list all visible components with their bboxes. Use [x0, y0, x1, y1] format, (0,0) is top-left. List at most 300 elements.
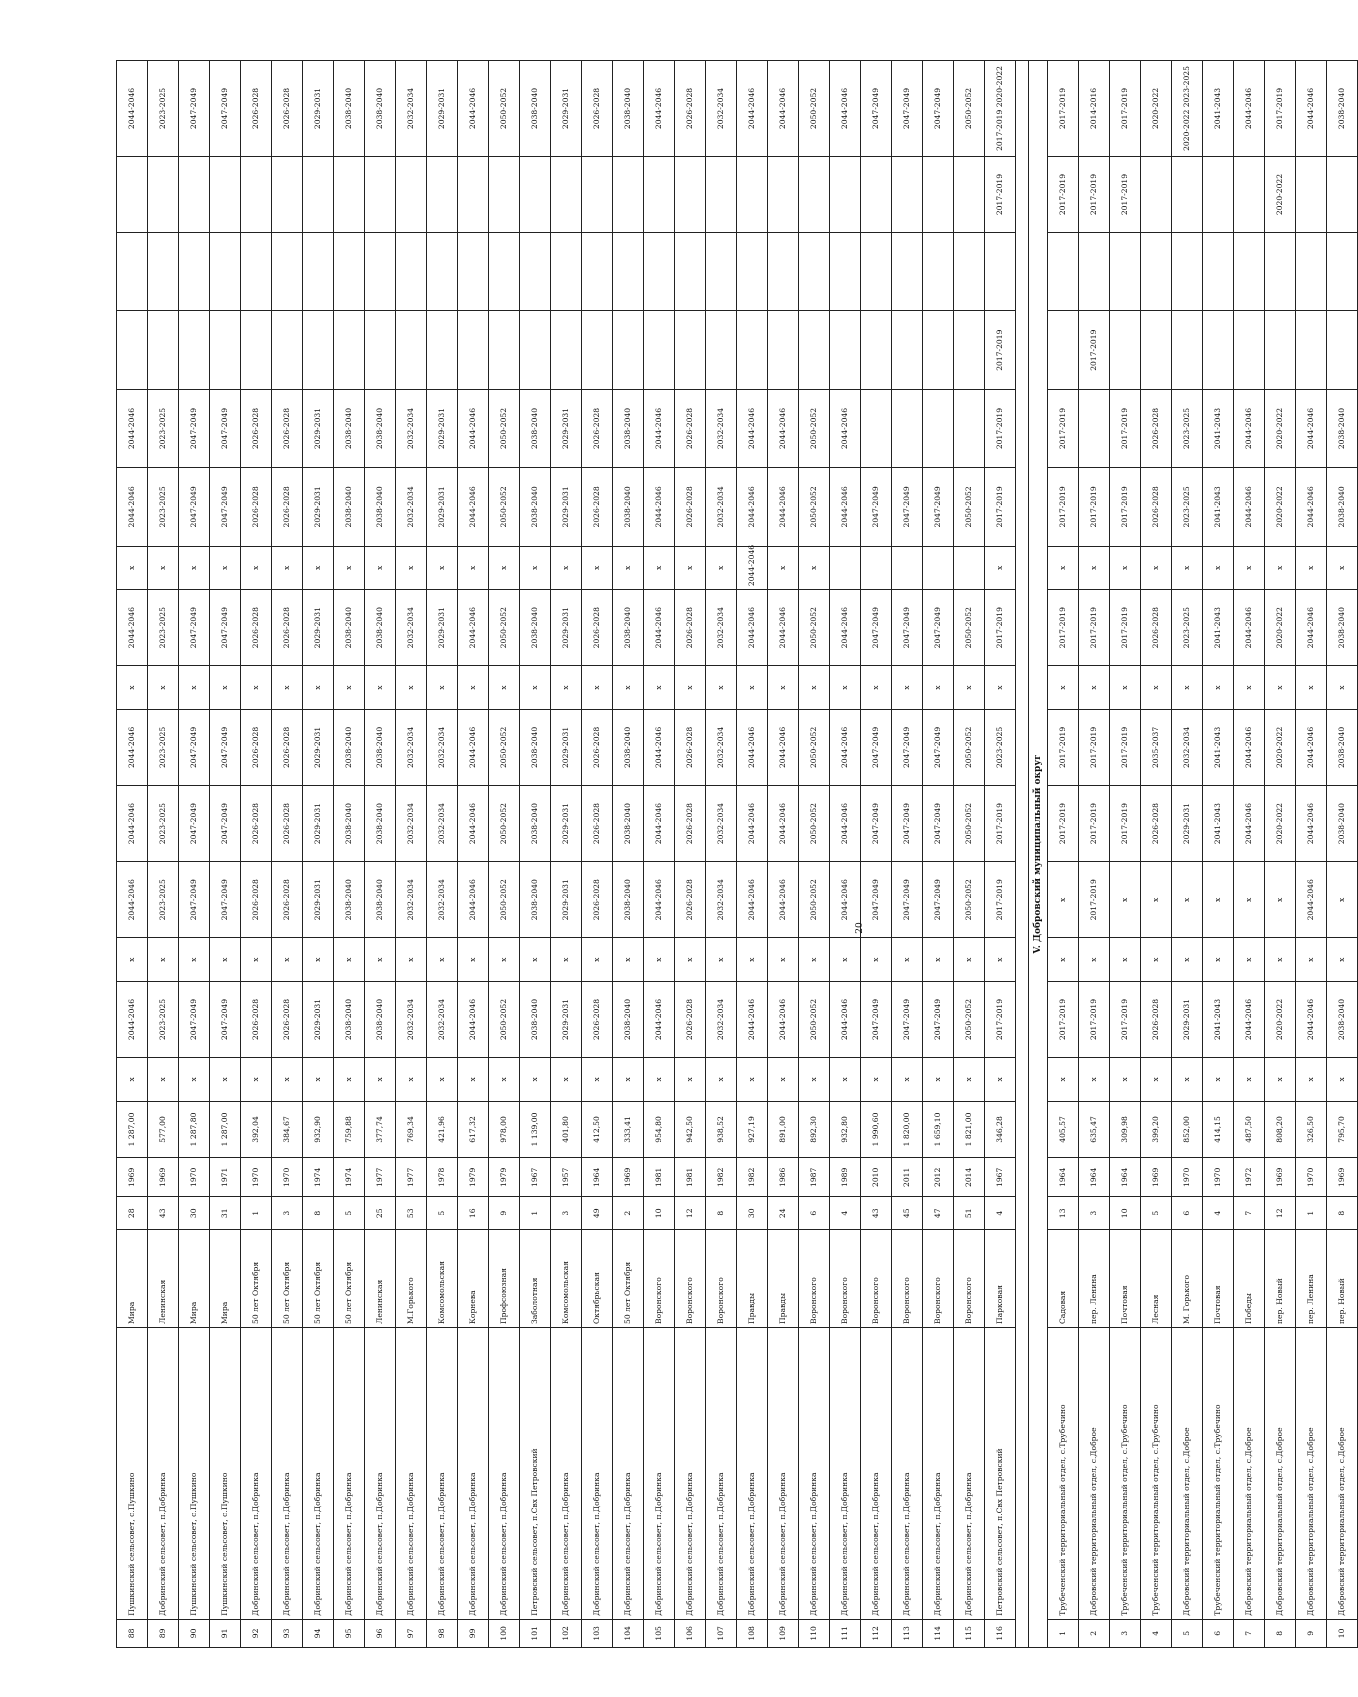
- cell-c9: x: [1110, 546, 1141, 590]
- cell-c8: 2017-2019: [1079, 590, 1110, 666]
- cell-c8: 2050-2052: [799, 590, 830, 666]
- cell-street: пер. Новый: [1327, 1230, 1358, 1328]
- cell-c2: 2032-2034: [396, 981, 427, 1057]
- cell-c7: x: [427, 666, 458, 710]
- cell-c1: x: [551, 1058, 582, 1102]
- cell-c12: [489, 311, 520, 389]
- cell-c12: [892, 311, 923, 389]
- cell-c2: 2026-2028: [272, 981, 303, 1057]
- cell-house: 7: [1234, 1197, 1265, 1230]
- cell-c13: [365, 233, 396, 311]
- cell-c6: 2032-2034: [396, 709, 427, 785]
- cell-c15: 2044-2046: [458, 61, 489, 157]
- cell-n: 88: [117, 1619, 148, 1647]
- cell-c14: [241, 156, 272, 232]
- cell-area: 1 287,80: [179, 1101, 210, 1158]
- cell-c15: 2014-2016: [1079, 61, 1110, 157]
- cell-house: 53: [396, 1197, 427, 1230]
- cell-c15: 2047-2049: [179, 61, 210, 157]
- cell-house: 12: [675, 1197, 706, 1230]
- cell-c6: 2047-2049: [210, 709, 241, 785]
- cell-c2: 2044-2046: [1234, 981, 1265, 1057]
- cell-c9: x: [551, 546, 582, 590]
- cell-c11: 2032-2034: [396, 389, 427, 467]
- cell-name: Добринский сельсовет, п.Добринка: [365, 1328, 396, 1620]
- cell-year: 1969: [1141, 1158, 1172, 1197]
- cell-c8: 2026-2028: [1141, 590, 1172, 666]
- cell-c5: 2026-2028: [272, 786, 303, 862]
- cell-year: 1969: [148, 1158, 179, 1197]
- cell-c6: 2029-2031: [551, 709, 582, 785]
- cell-c1: x: [1079, 1058, 1110, 1102]
- cell-year: 1970: [1172, 1158, 1203, 1197]
- cell-c14: 2017-2019: [1079, 156, 1110, 232]
- cell-c13: [830, 233, 861, 311]
- cell-c11: 2038-2040: [365, 389, 396, 467]
- cell-c15: 2026-2028: [241, 61, 272, 157]
- cell-c7: x: [1203, 666, 1234, 710]
- cell-area: 795,70: [1327, 1101, 1358, 1158]
- cell-c1: x: [489, 1058, 520, 1102]
- cell-c15: 2017-2019: [1110, 61, 1141, 157]
- cell-c10: 2026-2028: [582, 468, 613, 546]
- table-row: [768, 61, 799, 1648]
- cell-name: Добровский территориальный отдел, с.Доброе: [1327, 1328, 1358, 1620]
- cell-c6: 2047-2049: [923, 709, 954, 785]
- cell-c10: 2044-2046: [117, 468, 148, 546]
- cell-n: 112: [861, 1619, 892, 1647]
- cell-street: Воронского: [830, 1230, 861, 1328]
- cell-c3: x: [117, 938, 148, 982]
- cell-c14: [148, 156, 179, 232]
- cell-c9: [861, 546, 892, 590]
- cell-c5: 2026-2028: [675, 786, 706, 862]
- cell-c13: [458, 233, 489, 311]
- cell-c8: 2038-2040: [613, 590, 644, 666]
- cell-c13: [551, 233, 582, 311]
- cell-street: Парковая: [985, 1230, 1016, 1328]
- cell-c3: x: [1048, 938, 1079, 982]
- cell-c3: x: [551, 938, 582, 982]
- cell-c13: [241, 233, 272, 311]
- cell-c9: [892, 546, 923, 590]
- cell-c3: x: [272, 938, 303, 982]
- cell-n: 97: [396, 1619, 427, 1647]
- cell-c8: 2047-2049: [923, 590, 954, 666]
- cell-c10: 2026-2028: [241, 468, 272, 546]
- cell-c3: x: [303, 938, 334, 982]
- cell-c11: 2047-2049: [210, 389, 241, 467]
- cell-c5: 2026-2028: [241, 786, 272, 862]
- cell-c1: x: [396, 1058, 427, 1102]
- cell-street: Мира: [210, 1230, 241, 1328]
- cell-c9: x: [1234, 546, 1265, 590]
- cell-c15: 2050-2052: [954, 61, 985, 157]
- cell-c13: [1048, 233, 1079, 311]
- cell-street: Комсомольская: [427, 1230, 458, 1328]
- cell-c10: 2029-2031: [551, 468, 582, 546]
- cell-house: 47: [923, 1197, 954, 1230]
- cell-c9: x: [303, 546, 334, 590]
- cell-street: Комсомольская: [551, 1230, 582, 1328]
- cell-c5: 2038-2040: [613, 786, 644, 862]
- cell-name: Добринский сельсовет, п.Добринка: [768, 1328, 799, 1620]
- cell-c9: x: [644, 546, 675, 590]
- cell-c14: [675, 156, 706, 232]
- cell-c8: 2047-2049: [210, 590, 241, 666]
- cell-c2: 2026-2028: [582, 981, 613, 1057]
- cell-n: 108: [737, 1619, 768, 1647]
- cell-c10: 2044-2046: [768, 468, 799, 546]
- cell-c5: 2047-2049: [210, 786, 241, 862]
- cell-c2: 2038-2040: [365, 981, 396, 1057]
- cell-c14: [613, 156, 644, 232]
- cell-c3: x: [1203, 938, 1234, 982]
- cell-c5: 2017-2019: [1079, 786, 1110, 862]
- cell-c14: [489, 156, 520, 232]
- cell-name: Добринский сельсовет, п.Добринка: [396, 1328, 427, 1620]
- cell-c1: x: [861, 1058, 892, 1102]
- cell-c15: 2050-2052: [489, 61, 520, 157]
- cell-c8: 2044-2046: [737, 590, 768, 666]
- cell-c5: 2038-2040: [520, 786, 551, 862]
- cell-n: 9: [1296, 1619, 1327, 1647]
- cell-n: 6: [1203, 1619, 1234, 1647]
- cell-name: Трубеченский территориальный отдел, с.Трубечино: [1141, 1328, 1172, 1620]
- cell-c2: 2017-2019: [1048, 981, 1079, 1057]
- cell-house: 49: [582, 1197, 613, 1230]
- cell-c12: [768, 311, 799, 389]
- cell-c8: 2026-2028: [241, 590, 272, 666]
- cell-name: Добринский сельсовет, п.Добринка: [675, 1328, 706, 1620]
- cell-c12: [1172, 311, 1203, 389]
- cell-n: 10: [1327, 1619, 1358, 1647]
- cell-c5: 2047-2049: [861, 786, 892, 862]
- cell-c11: 2041-2043: [1203, 389, 1234, 467]
- cell-c7: x: [489, 666, 520, 710]
- table-row: [582, 61, 613, 1648]
- table-row: [644, 61, 675, 1648]
- cell-street: М. Горького: [1172, 1230, 1203, 1328]
- cell-c2: 2050-2052: [799, 981, 830, 1057]
- cell-house: 3: [551, 1197, 582, 1230]
- cell-c3: x: [1265, 938, 1296, 982]
- cell-c13: [1110, 233, 1141, 311]
- table-row: [489, 61, 520, 1648]
- table-row: [117, 61, 148, 1648]
- cell-c15: 2047-2049: [210, 61, 241, 157]
- cell-c13: [768, 233, 799, 311]
- cell-house: 45: [892, 1197, 923, 1230]
- cell-c4: x: [1327, 862, 1358, 938]
- cell-c5: 2044-2046: [458, 786, 489, 862]
- cell-c1: x: [241, 1058, 272, 1102]
- cell-n: 89: [148, 1619, 179, 1647]
- cell-c12: [1203, 311, 1234, 389]
- cell-c6: 2038-2040: [613, 709, 644, 785]
- cell-c12: [551, 311, 582, 389]
- cell-name: Добринский сельсовет, п.Добринка: [241, 1328, 272, 1620]
- cell-street: Корнева: [458, 1230, 489, 1328]
- cell-c9: x: [241, 546, 272, 590]
- cell-c3: x: [365, 938, 396, 982]
- cell-c8: 2023-2025: [148, 590, 179, 666]
- table-row: [1141, 61, 1172, 1648]
- cell-c9: x: [985, 546, 1016, 590]
- cell-name: Добринский сельсовет, п.Добринка: [613, 1328, 644, 1620]
- cell-c7: x: [1048, 666, 1079, 710]
- cell-c1: x: [148, 1058, 179, 1102]
- table-row: [1296, 61, 1327, 1648]
- cell-area: 309,98: [1110, 1101, 1141, 1158]
- cell-c14: [737, 156, 768, 232]
- cell-street: 50 лет Октября: [613, 1230, 644, 1328]
- cell-c8: 2044-2046: [644, 590, 675, 666]
- cell-c6: 2044-2046: [644, 709, 675, 785]
- cell-c11: 2029-2031: [303, 389, 334, 467]
- cell-c13: [334, 233, 365, 311]
- table-row: [179, 61, 210, 1648]
- cell-c2: 2047-2049: [861, 981, 892, 1057]
- cell-c11: 2044-2046: [830, 389, 861, 467]
- cell-c3: x: [1327, 938, 1358, 982]
- cell-c6: 2026-2028: [241, 709, 272, 785]
- cell-c1: x: [799, 1058, 830, 1102]
- cell-c12: [334, 311, 365, 389]
- cell-c14: 2017-2019: [1110, 156, 1141, 232]
- cell-c4: 2047-2049: [179, 862, 210, 938]
- table-row: [892, 61, 923, 1648]
- cell-name: Пушкинский сельсовет, с.Пушкино: [179, 1328, 210, 1620]
- cell-c2: 2023-2025: [148, 981, 179, 1057]
- cell-area: 1 659,10: [923, 1101, 954, 1158]
- cell-year: 1969: [1265, 1158, 1296, 1197]
- cell-c12: [1141, 311, 1172, 389]
- cell-c6: 2050-2052: [489, 709, 520, 785]
- cell-c12: 2017-2019: [985, 311, 1016, 389]
- cell-c12: [148, 311, 179, 389]
- cell-street: Воронского: [706, 1230, 737, 1328]
- cell-c3: x: [427, 938, 458, 982]
- cell-c11: 2044-2046: [1296, 389, 1327, 467]
- cell-c5: 2038-2040: [1327, 786, 1358, 862]
- cell-c1: x: [582, 1058, 613, 1102]
- cell-name: Добринский сельсовет, п.Добринка: [148, 1328, 179, 1620]
- cell-name: Добринский сельсовет, п.Добринка: [458, 1328, 489, 1620]
- cell-c9: [830, 546, 861, 590]
- cell-area: 978,00: [489, 1101, 520, 1158]
- cell-c15: 2050-2052: [799, 61, 830, 157]
- cell-c15: 2032-2034: [706, 61, 737, 157]
- cell-c10: 2017-2019: [1079, 468, 1110, 546]
- cell-c4: 2032-2034: [706, 862, 737, 938]
- cell-c15: 2029-2031: [551, 61, 582, 157]
- cell-c4: 2026-2028: [582, 862, 613, 938]
- cell-house: 31: [210, 1197, 241, 1230]
- cell-house: 24: [768, 1197, 799, 1230]
- cell-c4: x: [1141, 862, 1172, 938]
- table-row: [241, 61, 272, 1648]
- cell-c4: 2038-2040: [334, 862, 365, 938]
- cell-c12: 2017-2019: [1079, 311, 1110, 389]
- table-row: [613, 61, 644, 1648]
- cell-c15: 2017-2019: [1048, 61, 1079, 157]
- cell-area: 954,80: [644, 1101, 675, 1158]
- cell-c3: x: [985, 938, 1016, 982]
- cell-house: 3: [1079, 1197, 1110, 1230]
- cell-c12: [923, 311, 954, 389]
- cell-c11: 2017-2019: [1110, 389, 1141, 467]
- cell-street: Мира: [179, 1230, 210, 1328]
- cell-year: 1970: [241, 1158, 272, 1197]
- cell-area: 1 820,00: [892, 1101, 923, 1158]
- cell-c15: 2044-2046: [830, 61, 861, 157]
- cell-c9: x: [458, 546, 489, 590]
- cell-name: Добринский сельсовет, п.Добринка: [427, 1328, 458, 1620]
- cell-c10: 2041-2043: [1203, 468, 1234, 546]
- cell-c9: x: [396, 546, 427, 590]
- cell-c14: [644, 156, 675, 232]
- cell-area: 1 821,00: [954, 1101, 985, 1158]
- cell-c2: 2032-2034: [427, 981, 458, 1057]
- cell-c10: 2044-2046: [644, 468, 675, 546]
- cell-c2: 2050-2052: [489, 981, 520, 1057]
- table-row: [458, 61, 489, 1648]
- cell-c1: x: [210, 1058, 241, 1102]
- cell-c2: 2044-2046: [1296, 981, 1327, 1057]
- cell-house: 8: [1327, 1197, 1358, 1230]
- cell-street: пер. Ленина: [1296, 1230, 1327, 1328]
- cell-c13: [1141, 233, 1172, 311]
- cell-c12: [1296, 311, 1327, 389]
- cell-c11: 2023-2025: [148, 389, 179, 467]
- cell-c2: 2017-2019: [1079, 981, 1110, 1057]
- cell-c4: 2044-2046: [830, 862, 861, 938]
- cell-c7: x: [148, 666, 179, 710]
- cell-c10: 2047-2049: [210, 468, 241, 546]
- cell-year: 1969: [613, 1158, 644, 1197]
- cell-c9: x: [1265, 546, 1296, 590]
- cell-c11: 2023-2025: [1172, 389, 1203, 467]
- cell-street: Правды: [737, 1230, 768, 1328]
- cell-c11: [954, 389, 985, 467]
- cell-c8: 2044-2046: [768, 590, 799, 666]
- cell-n: 107: [706, 1619, 737, 1647]
- cell-street: пер. Ленина: [1079, 1230, 1110, 1328]
- cell-c9: x: [1296, 546, 1327, 590]
- cell-c6: 2032-2034: [1172, 709, 1203, 785]
- cell-c6: 2047-2049: [179, 709, 210, 785]
- cell-c10: 2038-2040: [365, 468, 396, 546]
- cell-c5: 2044-2046: [1234, 786, 1265, 862]
- cell-house: 13: [1048, 1197, 1079, 1230]
- cell-c7: x: [1327, 666, 1358, 710]
- cell-c11: 2038-2040: [1327, 389, 1358, 467]
- cell-c11: 2044-2046: [117, 389, 148, 467]
- cell-c9: x: [706, 546, 737, 590]
- cell-c13: [675, 233, 706, 311]
- cell-c9: x: [1172, 546, 1203, 590]
- cell-year: 1970: [1296, 1158, 1327, 1197]
- cell-c4: 2047-2049: [923, 862, 954, 938]
- cell-n: 101: [520, 1619, 551, 1647]
- cell-c1: x: [365, 1058, 396, 1102]
- cell-c9: x: [799, 546, 830, 590]
- cell-n: 3: [1110, 1619, 1141, 1647]
- cell-c9: x: [427, 546, 458, 590]
- cell-c14: [458, 156, 489, 232]
- cell-c6: 2017-2019: [1079, 709, 1110, 785]
- cell-street: Заболотная: [520, 1230, 551, 1328]
- cell-c11: 2026-2028: [272, 389, 303, 467]
- cell-house: 4: [985, 1197, 1016, 1230]
- cell-c14: [1203, 156, 1234, 232]
- cell-house: 10: [1110, 1197, 1141, 1230]
- cell-c1: x: [1141, 1058, 1172, 1102]
- cell-c6: 2038-2040: [365, 709, 396, 785]
- cell-c14: [1327, 156, 1358, 232]
- table-row: [1327, 61, 1358, 1648]
- cell-c3: x: [644, 938, 675, 982]
- cell-n: 109: [768, 1619, 799, 1647]
- cell-area: 927,19: [737, 1101, 768, 1158]
- cell-year: 1974: [303, 1158, 334, 1197]
- cell-c15: 2029-2031: [303, 61, 334, 157]
- cell-c1: x: [675, 1058, 706, 1102]
- cell-c4: 2032-2034: [396, 862, 427, 938]
- cell-n: 100: [489, 1619, 520, 1647]
- cell-area: 401,80: [551, 1101, 582, 1158]
- table-row: [830, 61, 861, 1648]
- cell-c10: 2023-2025: [1172, 468, 1203, 546]
- table-row: [675, 61, 706, 1648]
- cell-area: 932,80: [830, 1101, 861, 1158]
- cell-c14: [768, 156, 799, 232]
- cell-year: 1978: [427, 1158, 458, 1197]
- cell-c10: 2038-2040: [520, 468, 551, 546]
- cell-c6: 2044-2046: [458, 709, 489, 785]
- cell-c15: 2026-2028: [675, 61, 706, 157]
- cell-name: Добринский сельсовет, п.Добринка: [303, 1328, 334, 1620]
- cell-c14: [799, 156, 830, 232]
- cell-name: Добровский территориальный отдел, с.Доброе: [1265, 1328, 1296, 1620]
- cell-c11: 2029-2031: [551, 389, 582, 467]
- cell-c2: 2029-2031: [551, 981, 582, 1057]
- cell-c6: 2044-2046: [768, 709, 799, 785]
- cell-c6: 2044-2046: [1296, 709, 1327, 785]
- cell-c14: [1141, 156, 1172, 232]
- cell-c15: 2044-2046: [1234, 61, 1265, 157]
- cell-c10: 2017-2019: [1110, 468, 1141, 546]
- cell-c2: 2047-2049: [892, 981, 923, 1057]
- cell-c14: [706, 156, 737, 232]
- cell-year: 1982: [737, 1158, 768, 1197]
- cell-c7: x: [117, 666, 148, 710]
- cell-c7: x: [582, 666, 613, 710]
- cell-c12: [675, 311, 706, 389]
- cell-c8: 2047-2049: [892, 590, 923, 666]
- cell-c1: x: [458, 1058, 489, 1102]
- spacer-row: [1016, 61, 1029, 1648]
- cell-c11: 2050-2052: [489, 389, 520, 467]
- cell-c10: 2047-2049: [861, 468, 892, 546]
- cell-c12: [458, 311, 489, 389]
- cell-c10: 2047-2049: [179, 468, 210, 546]
- cell-house: 4: [1203, 1197, 1234, 1230]
- cell-name: Добринский сельсовет, п.Добринка: [582, 1328, 613, 1620]
- cell-house: 9: [489, 1197, 520, 1230]
- cell-c15: 2041-2043: [1203, 61, 1234, 157]
